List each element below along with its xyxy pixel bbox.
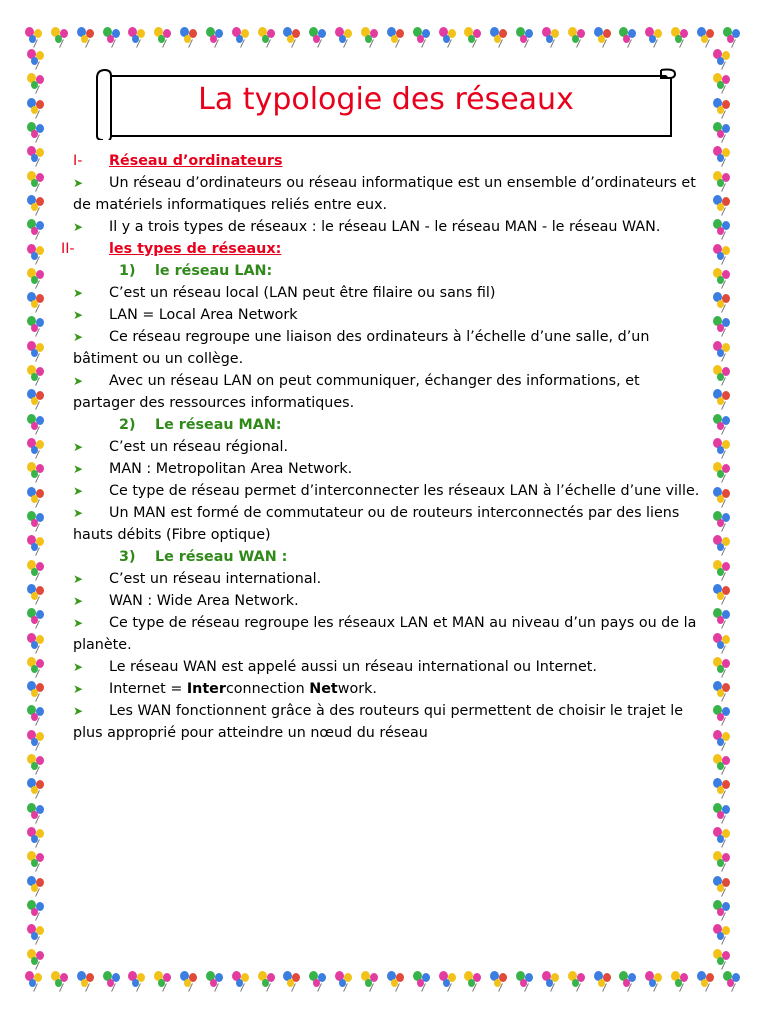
balloon-icon	[76, 970, 98, 992]
document-body	[61, 150, 703, 744]
balloon-icon	[489, 26, 511, 48]
balloon-icon	[26, 315, 48, 337]
bullet-item	[73, 216, 703, 238]
balloon-icon	[231, 26, 253, 48]
balloon-icon	[26, 948, 48, 970]
balloon-icon	[644, 970, 666, 992]
balloon-icon	[712, 802, 734, 824]
bullet-text: C’est un réseau international.	[109, 571, 322, 587]
subsection-heading	[73, 546, 703, 568]
arrow-bullet-icon: ➤	[73, 572, 84, 586]
arrow-bullet-icon: ➤	[73, 462, 84, 476]
balloon-icon	[712, 729, 734, 751]
subsection-heading	[73, 414, 703, 436]
balloon-icon	[231, 970, 253, 992]
bullet-text: C’est un réseau régional.	[109, 439, 289, 455]
balloon-icon	[282, 970, 304, 992]
balloon-icon	[26, 753, 48, 775]
arrow-bullet-icon: ➤	[73, 330, 84, 344]
section-number: I-	[73, 153, 83, 169]
balloon-icon	[712, 145, 734, 167]
balloon-icon	[463, 970, 485, 992]
balloon-icon	[26, 170, 48, 192]
balloon-icon	[712, 607, 734, 629]
balloon-icon	[712, 850, 734, 872]
balloon-icon	[26, 340, 48, 362]
bullet-item	[73, 172, 703, 216]
balloon-icon	[26, 656, 48, 678]
bullet-item	[73, 502, 703, 546]
bullet-text: Avec un réseau LAN on peut communiquer, échanger des informations, et partager des ressources informatiques.	[73, 373, 640, 411]
balloon-icon	[26, 777, 48, 799]
balloon-icon	[26, 680, 48, 702]
arrow-bullet-icon: ➤	[73, 484, 84, 498]
balloon-icon	[712, 461, 734, 483]
bullet-item	[73, 590, 703, 612]
balloon-icon	[26, 826, 48, 848]
internet-bold-inter: Inter	[186, 681, 226, 697]
balloon-icon	[179, 970, 201, 992]
balloon-icon	[712, 632, 734, 654]
bullet-text: Les WAN fonctionnent grâce à des routeurs qui permettent de choisir le trajet le plus approprié pour atteindre un nœud du réseau	[73, 703, 684, 741]
arrow-bullet-icon: ➤	[73, 704, 84, 718]
balloon-icon	[24, 970, 46, 992]
balloon-icon	[712, 753, 734, 775]
balloon-icon	[712, 48, 734, 70]
balloon-icon	[712, 437, 734, 459]
section-heading	[73, 150, 703, 172]
subsection-label: le réseau LAN:	[155, 263, 273, 279]
bullet-text: Ce type de réseau regroupe les réseaux LAN et MAN au niveau d’un pays ou de la planète.	[73, 615, 697, 653]
balloon-icon	[712, 826, 734, 848]
subsection-number: 2)	[119, 417, 136, 433]
bullet-text: C’est un réseau local (LAN peut être filaire ou sans fil)	[109, 285, 496, 301]
bullet-item	[73, 480, 703, 502]
balloon-icon	[712, 218, 734, 240]
balloon-icon	[722, 970, 744, 992]
balloon-icon	[712, 777, 734, 799]
arrow-bullet-icon: ➤	[73, 440, 84, 454]
arrow-bullet-icon: ➤	[73, 660, 84, 674]
bullet-text: Un réseau d’ordinateurs ou réseau informatique est un ensemble d’ordinateurs et de matériels informatiques reliés entre eux.	[73, 175, 696, 213]
balloon-icon	[712, 364, 734, 386]
balloon-icon	[26, 437, 48, 459]
section-number: II-	[61, 241, 75, 257]
balloon-icon	[360, 970, 382, 992]
balloon-icon	[257, 26, 279, 48]
balloon-icon	[618, 970, 640, 992]
balloon-icon	[515, 26, 537, 48]
balloon-icon	[26, 802, 48, 824]
balloon-icon	[334, 970, 356, 992]
balloon-icon	[712, 267, 734, 289]
bullet-text: Le réseau WAN est appelé aussi un réseau international ou Internet.	[109, 659, 597, 675]
balloon-icon	[567, 970, 589, 992]
balloon-icon	[26, 729, 48, 751]
balloon-icon	[26, 899, 48, 921]
balloon-icon	[386, 26, 408, 48]
arrow-bullet-icon: ➤	[73, 374, 84, 388]
arrow-bullet-icon: ➤	[73, 176, 84, 190]
balloon-icon	[26, 559, 48, 581]
balloon-icon	[26, 218, 48, 240]
balloon-icon	[712, 121, 734, 143]
section-label: Réseau d’ordinateurs	[109, 153, 283, 169]
balloon-icon	[712, 680, 734, 702]
balloon-icon	[712, 948, 734, 970]
balloon-icon	[712, 656, 734, 678]
balloon-icon	[593, 970, 615, 992]
balloon-icon	[26, 704, 48, 726]
balloon-icon	[26, 923, 48, 945]
balloon-icon	[205, 26, 227, 48]
balloon-icon	[712, 534, 734, 556]
balloon-border-top	[24, 26, 744, 48]
subsection-label: Le réseau MAN:	[155, 417, 282, 433]
balloon-icon	[386, 970, 408, 992]
balloon-icon	[541, 26, 563, 48]
balloon-icon	[593, 26, 615, 48]
balloon-icon	[26, 48, 48, 70]
title-scroll-banner	[95, 66, 677, 140]
balloon-icon	[644, 26, 666, 48]
balloon-icon	[26, 388, 48, 410]
balloon-icon	[489, 970, 511, 992]
balloon-icon	[412, 26, 434, 48]
bullet-text: Ce réseau regroupe une liaison des ordinateurs à l’échelle d’une salle, d’un bâtiment ou un collège.	[73, 329, 650, 367]
balloon-icon	[712, 583, 734, 605]
bullet-text: Il y a trois types de réseaux : le réseau LAN - le réseau MAN - le réseau WAN.	[109, 219, 661, 235]
balloon-icon	[712, 291, 734, 313]
balloon-icon	[360, 26, 382, 48]
balloon-icon	[26, 291, 48, 313]
balloon-icon	[712, 923, 734, 945]
balloon-icon	[26, 510, 48, 532]
balloon-icon	[26, 97, 48, 119]
balloon-icon	[26, 267, 48, 289]
arrow-bullet-icon: ➤	[73, 308, 84, 322]
balloon-icon	[127, 26, 149, 48]
page-title: La typologie des réseaux	[198, 82, 574, 117]
balloon-icon	[257, 970, 279, 992]
bullet-item	[73, 458, 703, 480]
subsection-label: Le réseau WAN :	[155, 549, 288, 565]
balloon-icon	[463, 26, 485, 48]
balloon-icon	[696, 26, 718, 48]
balloon-border-right	[712, 48, 738, 970]
balloon-icon	[102, 26, 124, 48]
balloon-icon	[438, 970, 460, 992]
balloon-icon	[26, 875, 48, 897]
balloon-icon	[712, 243, 734, 265]
balloon-icon	[712, 340, 734, 362]
balloon-icon	[722, 26, 744, 48]
balloon-icon	[515, 970, 537, 992]
balloon-icon	[712, 899, 734, 921]
balloon-icon	[567, 26, 589, 48]
balloon-icon	[712, 194, 734, 216]
balloon-icon	[26, 461, 48, 483]
bullet-item	[73, 656, 703, 678]
arrow-bullet-icon: ➤	[73, 220, 84, 234]
balloon-icon	[712, 315, 734, 337]
bullet-text: Un MAN est formé de commutateur ou de routeurs interconnectés par des liens hauts débits (Fibre optique)	[73, 505, 680, 543]
balloon-icon	[712, 510, 734, 532]
balloon-icon	[712, 72, 734, 94]
balloon-icon	[670, 970, 692, 992]
balloon-icon	[26, 121, 48, 143]
bullet-item	[73, 370, 703, 414]
balloon-icon	[26, 486, 48, 508]
balloon-icon	[24, 26, 46, 48]
balloon-icon	[712, 388, 734, 410]
internet-bold-net: Net	[309, 681, 338, 697]
balloon-icon	[712, 559, 734, 581]
arrow-bullet-icon: ➤	[73, 506, 84, 520]
balloon-icon	[26, 194, 48, 216]
balloon-icon	[334, 26, 356, 48]
subsection-number: 3)	[119, 549, 136, 565]
balloon-icon	[712, 875, 734, 897]
bullet-item	[73, 282, 703, 304]
bullet-text: Ce type de réseau permet d’interconnecter les réseaux LAN à l’échelle d’une ville.	[109, 483, 700, 499]
balloon-icon	[26, 243, 48, 265]
internet-mid: connection	[225, 681, 310, 697]
subsection-heading	[73, 260, 703, 282]
balloon-icon	[26, 583, 48, 605]
bullet-text	[109, 681, 377, 697]
balloon-icon	[179, 26, 201, 48]
balloon-icon	[153, 26, 175, 48]
balloon-icon	[712, 97, 734, 119]
balloon-border-bottom	[24, 970, 744, 992]
balloon-icon	[26, 145, 48, 167]
balloon-icon	[618, 26, 640, 48]
balloon-icon	[712, 413, 734, 435]
arrow-bullet-icon: ➤	[73, 286, 84, 300]
section-label: les types de réseaux:	[109, 241, 282, 257]
internet-prefix: Internet =	[109, 681, 187, 697]
arrow-bullet-icon: ➤	[73, 682, 84, 696]
balloon-icon	[205, 970, 227, 992]
balloon-icon	[541, 970, 563, 992]
balloon-icon	[712, 170, 734, 192]
balloon-border-left	[26, 48, 52, 970]
bullet-text: LAN = Local Area Network	[109, 307, 298, 323]
balloon-icon	[50, 26, 72, 48]
bullet-item	[73, 436, 703, 458]
balloon-icon	[153, 970, 175, 992]
balloon-icon	[26, 607, 48, 629]
balloon-icon	[76, 26, 98, 48]
balloon-icon	[50, 970, 72, 992]
bullet-item	[73, 326, 703, 370]
balloon-icon	[102, 970, 124, 992]
balloon-icon	[412, 970, 434, 992]
bullet-item	[73, 678, 703, 700]
balloon-icon	[282, 26, 304, 48]
bullet-item	[73, 568, 703, 590]
balloon-icon	[26, 850, 48, 872]
balloon-icon	[26, 632, 48, 654]
internet-suffix: work.	[337, 681, 377, 697]
arrow-bullet-icon: ➤	[73, 616, 84, 630]
balloon-icon	[26, 364, 48, 386]
bullet-item	[73, 700, 703, 744]
bullet-text: WAN : Wide Area Network.	[109, 593, 299, 609]
balloon-icon	[712, 486, 734, 508]
arrow-bullet-icon: ➤	[73, 594, 84, 608]
balloon-icon	[127, 970, 149, 992]
bullet-text: MAN : Metropolitan Area Network.	[109, 461, 353, 477]
balloon-icon	[308, 26, 330, 48]
balloon-icon	[712, 704, 734, 726]
balloon-icon	[26, 72, 48, 94]
balloon-icon	[308, 970, 330, 992]
balloon-icon	[696, 970, 718, 992]
balloon-icon	[438, 26, 460, 48]
balloon-icon	[26, 534, 48, 556]
section-heading	[61, 238, 703, 260]
bullet-item	[73, 304, 703, 326]
balloon-icon	[670, 26, 692, 48]
balloon-icon	[26, 413, 48, 435]
bullet-item	[73, 612, 703, 656]
subsection-number: 1)	[119, 263, 136, 279]
